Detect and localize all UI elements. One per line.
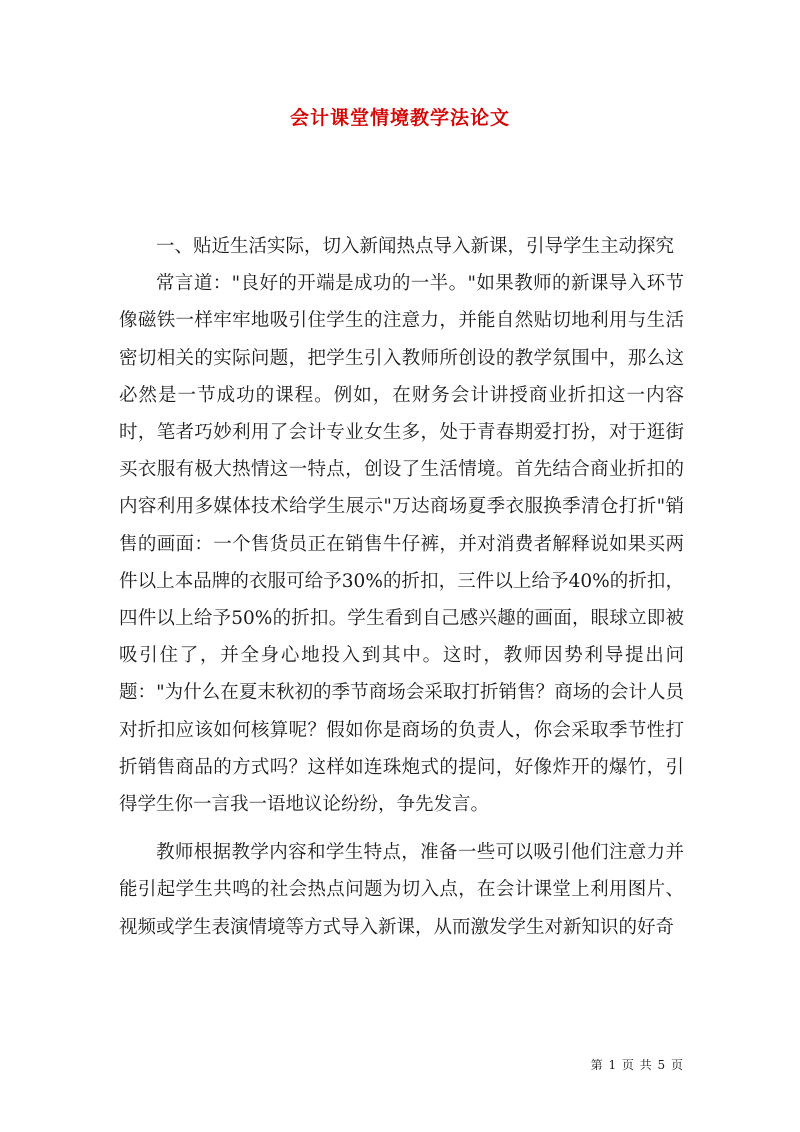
- document-body: [119, 228, 684, 946]
- body-paragraph: 常言道："良好的开端是成功的一半。"如果教师的新课导入环节像磁铁一样牢牢地吸引住学生的注意力，并能自然贴切地利用与生活密切相关的实际问题，把学生引入教师所创设的教学氛围中，那么这必然是一节成功的课程。例如，在财务会计讲授商业折扣这一内容时，笔者巧妙利用了会计专业女生多，处于青春期爱打扮，对于逛街买衣服有极大热情这一特点，创设了生活情境。首先结合商业折扣的内容利用多媒体技术给学生展示"万达商场夏季衣服换季清仓打折"销售的画面：一个售货员正在销售牛仔裤，并对消费者解释说如果买两件以上本品牌的衣服可给予30%的折扣，三件以上给予40%的折扣，四件以上给予50%的折扣。学生看到自己感兴趣的画面，眼球立即被吸引住了，并全身心地投入到其中。这时，教师因势利导提出问题："为什么在夏末秋初的季节商场会采取打折销售？商场的会计人员对折扣应该如何核算呢？假如你是商场的负责人，你会采取季节性打折销售商品的方式吗？这样如连珠炮式的提问，好像炸开的爆竹，引得学生你一言我一语地议论纷纷，争先发言。: [119, 273, 684, 816]
- document-title: 会计课堂情境教学法论文: [289, 107, 510, 129]
- page-number: 第 1 页 共 5 页: [590, 1058, 683, 1072]
- body-paragraph: 教师根据教学内容和学生特点，准备一些可以吸引他们注意力并能引起学生共鸣的社会热点问题为切入点，在会计课堂上利用图片、视频或学生表演情境等方式导入新课，从而激发学生对新知识的好奇: [119, 842, 684, 938]
- section-heading: 一、贴近生活实际，切入新闻热点导入新课，引导学生主动探究: [156, 236, 675, 257]
